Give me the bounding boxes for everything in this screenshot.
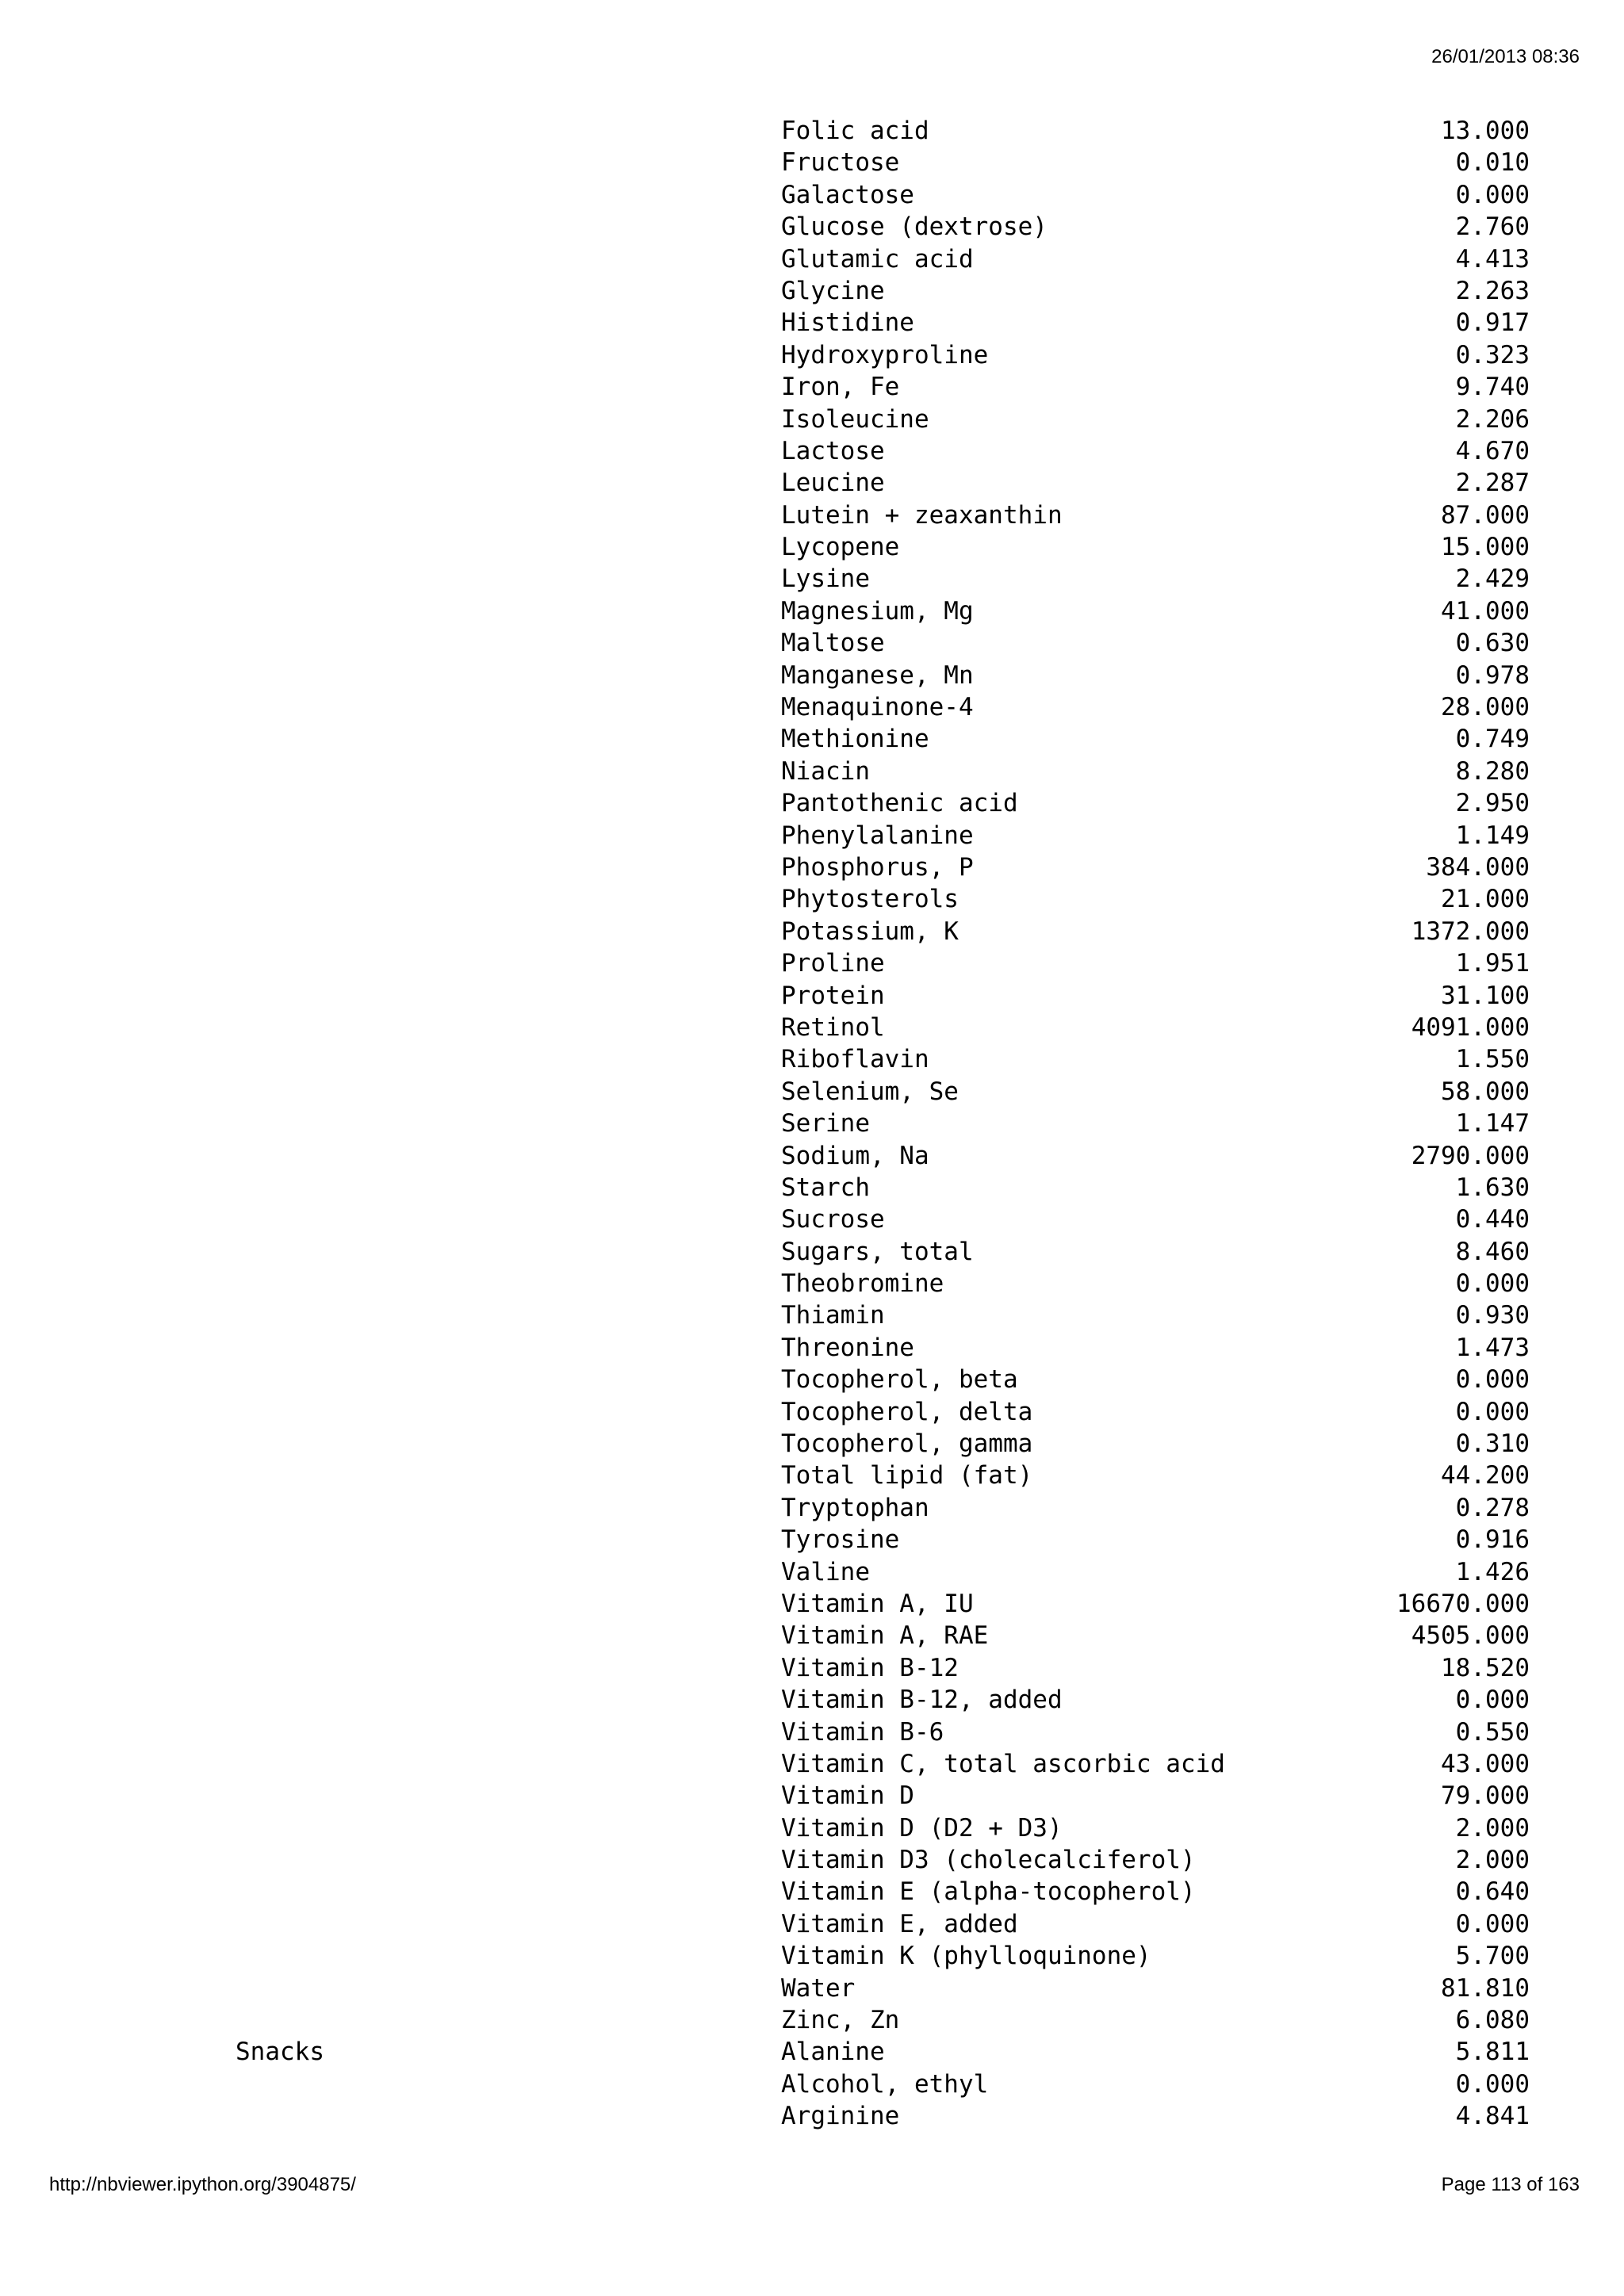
table-row (0, 947, 1624, 979)
table-row (0, 1780, 1624, 1812)
table-row (0, 1620, 1624, 1651)
footer-url: http://nbviewer.ipython.org/3904875/ (49, 2174, 356, 2195)
value-cell: 41.000 (1441, 596, 1530, 626)
value-cell: 2790.000 (1411, 1141, 1530, 1170)
nutrient-cell: Methionine (781, 725, 929, 754)
table-row (0, 1940, 1624, 1972)
nutrient-cell: Vitamin E (alpha-tocopherol) (781, 1877, 1196, 1907)
nutrient-cell: Niacin (781, 756, 870, 786)
value-cell: 0.630 (1455, 629, 1530, 658)
nutrient-cell: Vitamin C, total ascorbic acid (781, 1749, 1225, 1778)
nutrient-cell: Manganese, Mn (781, 660, 974, 690)
nutrient-cell: Alcohol, ethyl (781, 2069, 989, 2099)
table-row (0, 1364, 1624, 1395)
table-row (0, 820, 1624, 851)
nutrient-cell: Iron, Fe (781, 373, 900, 402)
value-cell: 21.000 (1441, 885, 1530, 914)
table-row (0, 916, 1624, 947)
value-cell: 4505.000 (1411, 1621, 1530, 1651)
value-cell: 1.630 (1455, 1173, 1530, 1202)
table-row (0, 595, 1624, 627)
value-cell: 2.760 (1455, 212, 1530, 242)
table-row (0, 1108, 1624, 1139)
value-cell: 6.080 (1455, 2006, 1530, 2035)
table-row (0, 1684, 1624, 1716)
nutrient-cell: Arginine (781, 2102, 900, 2131)
table-row (0, 243, 1624, 275)
table-row (0, 1012, 1624, 1043)
nutrient-cell: Lactose (781, 436, 885, 465)
nutrient-cell: Sugars, total (781, 1237, 974, 1266)
value-cell: 2.287 (1455, 469, 1530, 498)
table-row (0, 1172, 1624, 1203)
nutrient-table (0, 115, 1624, 2133)
nutrient-cell: Fructose (781, 148, 900, 178)
value-cell: 0.440 (1455, 1205, 1530, 1234)
table-row (0, 1460, 1624, 1491)
value-cell: 44.200 (1441, 1461, 1530, 1490)
table-row (0, 1876, 1624, 1908)
table-row (0, 147, 1624, 178)
nutrient-cell: Potassium, K (781, 916, 959, 946)
value-cell: 9.740 (1455, 373, 1530, 402)
nutrient-cell: Folic acid (781, 117, 929, 145)
nutrient-cell: Glycine (781, 276, 885, 305)
table-row (0, 1812, 1624, 1844)
table-row (0, 1844, 1624, 1876)
value-cell: 384.000 (1426, 852, 1530, 882)
table-row (0, 435, 1624, 467)
value-cell: 2.000 (1455, 1846, 1530, 1875)
table-row (0, 211, 1624, 243)
nutrient-cell: Tyrosine (781, 1525, 900, 1555)
nutrient-cell: Phosphorus, P (781, 852, 974, 882)
value-cell: 0.000 (1455, 1365, 1530, 1395)
nutrient-cell: Glucose (dextrose) (781, 212, 1048, 242)
table-row (0, 404, 1624, 435)
nutrient-cell: Hydroxyproline (781, 340, 989, 369)
nutrient-cell: Vitamin A, RAE (781, 1621, 989, 1651)
table-row (0, 371, 1624, 403)
table-row (0, 1748, 1624, 1780)
page-number: Page 113 of 163 (1441, 2174, 1580, 2195)
value-cell: 4.841 (1455, 2102, 1530, 2131)
nutrient-cell: Vitamin E, added (781, 1909, 1018, 1938)
value-cell: 79.000 (1441, 1781, 1530, 1811)
nutrient-cell: Vitamin K (phylloquinone) (781, 1942, 1151, 1971)
nutrient-cell: Starch (781, 1173, 870, 1202)
table-row (0, 179, 1624, 211)
nutrient-cell: Riboflavin (781, 1045, 929, 1074)
value-cell: 8.280 (1455, 756, 1530, 786)
nutrient-cell: Phytosterols (781, 885, 959, 914)
value-cell: 0.000 (1455, 180, 1530, 209)
nutrient-cell: Protein (781, 981, 885, 1010)
nutrient-cell: Histidine (781, 308, 914, 338)
nutrient-cell: Magnesium, Mg (781, 596, 974, 626)
nutrient-cell: Retinol (781, 1012, 885, 1042)
table-row (0, 339, 1624, 371)
nutrient-cell: Thiamin (781, 1301, 885, 1330)
value-cell: 15.000 (1441, 533, 1530, 562)
value-cell: 28.000 (1441, 693, 1530, 722)
nutrient-cell: Vitamin B-12 (781, 1653, 959, 1682)
table-row (0, 660, 1624, 691)
nutrient-cell: Phenylalanine (781, 821, 974, 850)
nutrient-cell: Vitamin A, IU (781, 1589, 974, 1618)
table-row (0, 851, 1624, 883)
table-row (0, 1524, 1624, 1556)
value-cell: 8.460 (1455, 1237, 1530, 1266)
category-cell: Snacks (236, 2038, 324, 2067)
table-row (0, 2100, 1624, 2132)
value-cell: 0.000 (1455, 2069, 1530, 2099)
table-row (0, 1332, 1624, 1364)
nutrient-cell: Alanine (781, 2038, 885, 2067)
table-row (0, 1299, 1624, 1331)
table-row (0, 307, 1624, 339)
nutrient-cell: Vitamin B-12, added (781, 1686, 1063, 1715)
table-row (0, 980, 1624, 1012)
value-cell: 1.473 (1455, 1333, 1530, 1362)
value-cell: 2.263 (1455, 276, 1530, 305)
nutrient-cell: Menaquinone-4 (781, 693, 974, 722)
nutrient-cell: Valine (781, 1557, 870, 1586)
value-cell: 1.147 (1455, 1109, 1530, 1138)
value-cell: 0.749 (1455, 725, 1530, 754)
value-cell: 0.550 (1455, 1717, 1530, 1747)
value-cell: 5.811 (1455, 2038, 1530, 2067)
table-row (0, 787, 1624, 819)
nutrient-cell: Water (781, 1973, 856, 2003)
nutrient-cell: Lutein + zeaxanthin (781, 500, 1063, 530)
table-row (0, 883, 1624, 915)
print-timestamp: 26/01/2013 08:36 (1431, 46, 1580, 67)
value-cell: 4.413 (1455, 244, 1530, 274)
value-cell: 1372.000 (1411, 916, 1530, 946)
table-row (0, 1203, 1624, 1235)
value-cell: 0.010 (1455, 148, 1530, 178)
value-cell: 1.426 (1455, 1557, 1530, 1586)
value-cell: 4091.000 (1411, 1012, 1530, 1042)
value-cell: 87.000 (1441, 500, 1530, 530)
table-row (0, 1268, 1624, 1299)
value-cell: 5.700 (1455, 1942, 1530, 1971)
table-row (0, 499, 1624, 531)
value-cell: 58.000 (1441, 1077, 1530, 1106)
nutrient-cell: Tocopherol, gamma (781, 1429, 1033, 1459)
table-row (0, 1973, 1624, 2004)
table-row (0, 1043, 1624, 1075)
value-cell: 4.670 (1455, 436, 1530, 465)
nutrient-cell: Theobromine (781, 1269, 944, 1299)
nutrient-cell: Vitamin D3 (cholecalciferol) (781, 1846, 1196, 1875)
nutrient-cell: Lycopene (781, 533, 900, 562)
nutrient-cell: Galactose (781, 180, 914, 209)
nutrient-cell: Sodium, Na (781, 1141, 929, 1170)
table-row (0, 1556, 1624, 1588)
nutrient-cell: Sucrose (781, 1205, 885, 1234)
nutrient-cell: Tocopherol, beta (781, 1365, 1018, 1395)
nutrient-cell: Vitamin D (D2 + D3) (781, 1813, 1063, 1843)
nutrient-cell: Total lipid (fat) (781, 1461, 1033, 1490)
table-row (0, 2068, 1624, 2100)
table-row (0, 275, 1624, 307)
value-cell: 0.310 (1455, 1429, 1530, 1459)
value-cell: 16670.000 (1396, 1589, 1530, 1618)
value-cell: 0.000 (1455, 1909, 1530, 1938)
table-row (0, 723, 1624, 755)
table-row (0, 1396, 1624, 1428)
table-row (0, 531, 1624, 563)
value-cell: 1.951 (1455, 949, 1530, 978)
table-row (0, 467, 1624, 499)
nutrient-cell: Vitamin B-6 (781, 1717, 944, 1747)
value-cell: 0.323 (1455, 340, 1530, 369)
table-row (0, 1588, 1624, 1620)
nutrient-cell: Isoleucine (781, 404, 929, 434)
table-row (0, 1076, 1624, 1108)
nutrient-cell: Selenium, Se (781, 1077, 959, 1106)
table-row (0, 1908, 1624, 1940)
value-cell: 18.520 (1441, 1653, 1530, 1682)
table-row (0, 627, 1624, 659)
nutrient-cell: Lysine (781, 564, 870, 594)
table-row (0, 563, 1624, 595)
value-cell: 0.640 (1455, 1877, 1530, 1907)
table-row (0, 1652, 1624, 1684)
nutrient-cell: Tocopherol, delta (781, 1397, 1033, 1426)
nutrient-cell: Leucine (781, 469, 885, 498)
value-cell: 0.916 (1455, 1525, 1530, 1555)
value-cell: 0.000 (1455, 1397, 1530, 1426)
nutrient-cell: Proline (781, 949, 885, 978)
nutrient-cell: Zinc, Zn (781, 2006, 900, 2035)
table-row (0, 1428, 1624, 1460)
value-cell: 2.950 (1455, 789, 1530, 818)
value-cell: 0.000 (1455, 1269, 1530, 1299)
value-cell: 0.978 (1455, 660, 1530, 690)
table-row (0, 2004, 1624, 2036)
value-cell: 0.930 (1455, 1301, 1530, 1330)
value-cell: 31.100 (1441, 981, 1530, 1010)
table-row (0, 1140, 1624, 1172)
table-row (0, 756, 1624, 787)
table-row (0, 1492, 1624, 1524)
nutrient-cell: Serine (781, 1109, 870, 1138)
nutrient-cell: Glutamic acid (781, 244, 974, 274)
value-cell: 0.278 (1455, 1493, 1530, 1522)
nutrient-cell: Threonine (781, 1333, 914, 1362)
table-row (0, 2036, 1624, 2068)
nutrient-cell: Tryptophan (781, 1493, 929, 1522)
value-cell: 81.810 (1441, 1973, 1530, 2003)
value-cell: 2.206 (1455, 404, 1530, 434)
table-row (0, 115, 1624, 147)
value-cell: 2.429 (1455, 564, 1530, 594)
nutrient-cell: Pantothenic acid (781, 789, 1018, 818)
value-cell: 0.917 (1455, 308, 1530, 338)
nutrient-cell: Maltose (781, 629, 885, 658)
value-cell: 1.149 (1455, 821, 1530, 850)
value-cell: 1.550 (1455, 1045, 1530, 1074)
nutrient-cell: Vitamin D (781, 1781, 914, 1811)
table-row (0, 1716, 1624, 1748)
value-cell: 2.000 (1455, 1813, 1530, 1843)
table-row (0, 1236, 1624, 1268)
value-cell: 43.000 (1441, 1749, 1530, 1778)
table-row (0, 691, 1624, 723)
value-cell: 13.000 (1441, 117, 1530, 145)
value-cell: 0.000 (1455, 1686, 1530, 1715)
